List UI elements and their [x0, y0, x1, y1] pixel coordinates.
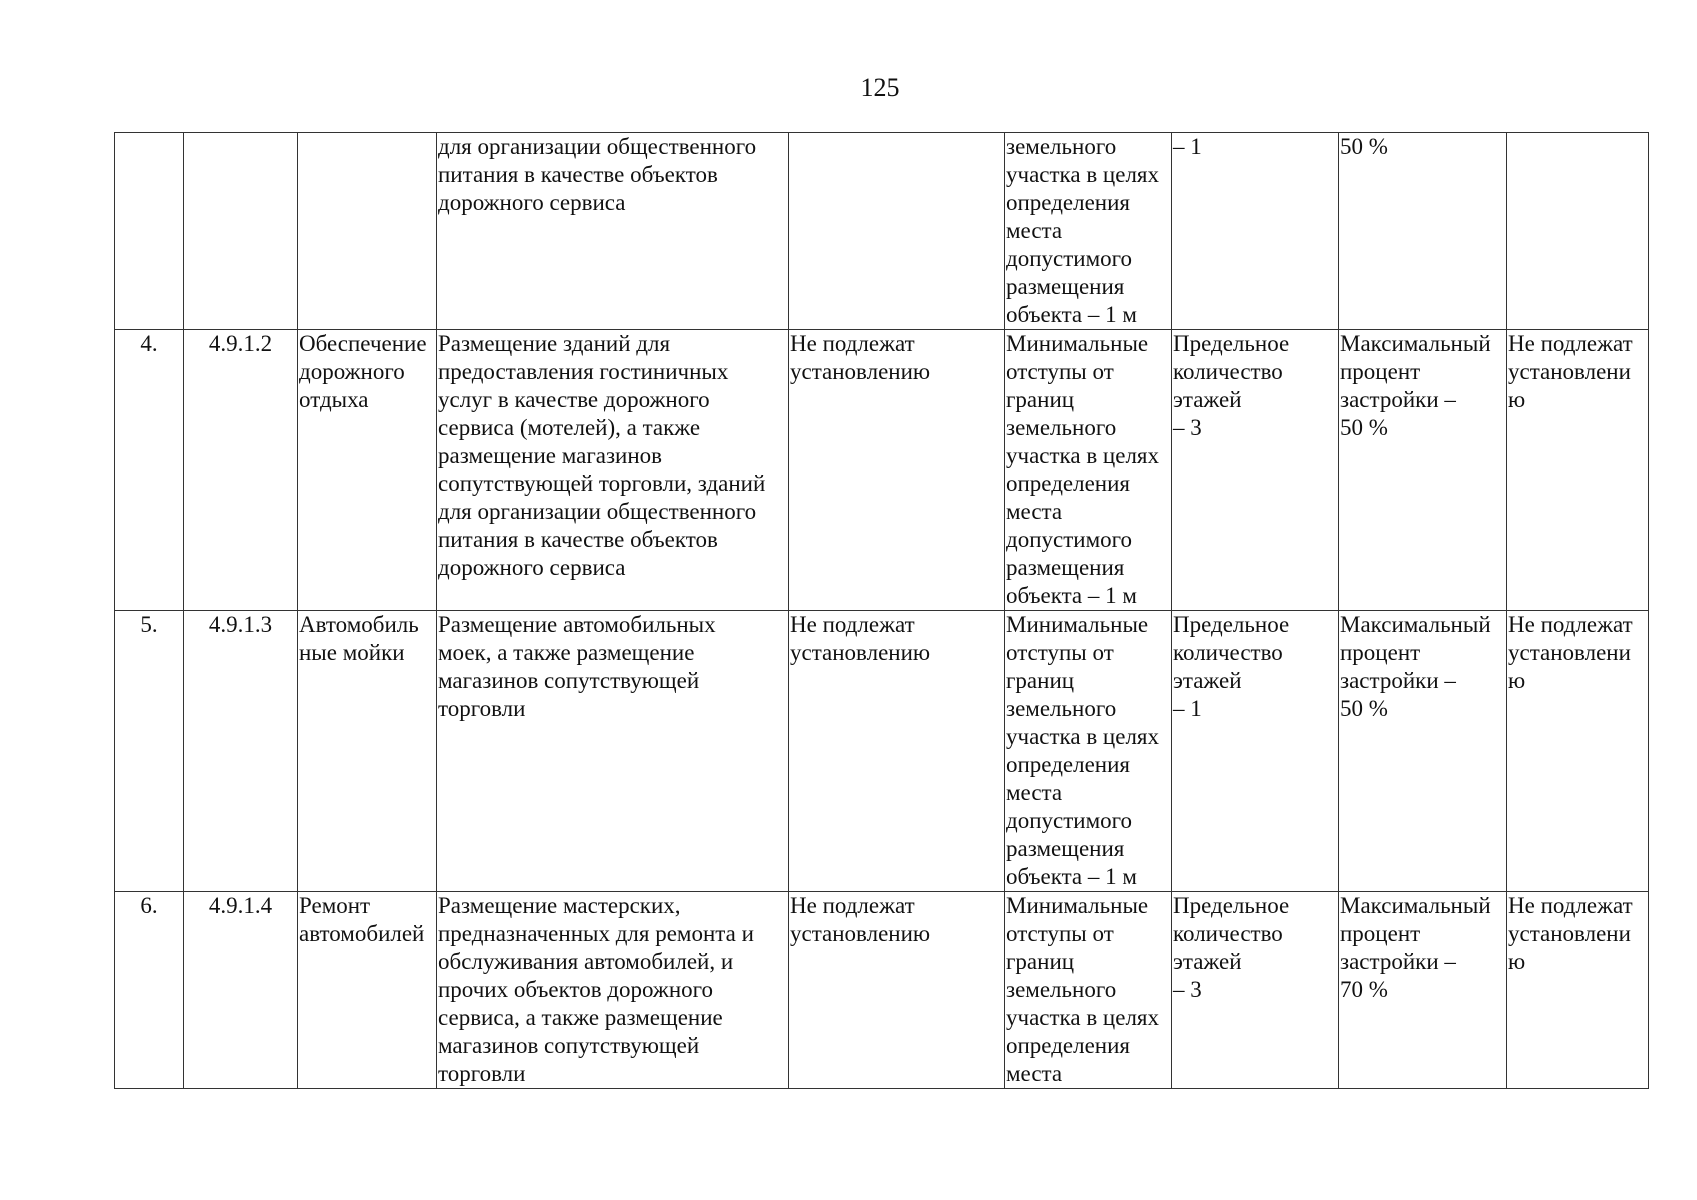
coverage-cell: Максимальный процент застройки – 70 %: [1339, 892, 1507, 1089]
use-name-cell: Автомобиль ные мойки: [298, 611, 437, 892]
coverage-cell: 50 %: [1339, 133, 1507, 330]
other-parameters-cell: Не подлежат установлени ю: [1507, 611, 1649, 892]
row-number-cell: 5.: [115, 611, 184, 892]
use-name-cell: Ремонт автомобилей: [298, 892, 437, 1089]
use-name-cell: [298, 133, 437, 330]
other-parameters-cell: Не подлежат установлени ю: [1507, 892, 1649, 1089]
floors-limit-cell: Предельное количество этажей – 3: [1172, 892, 1339, 1089]
floors-limit-cell: Предельное количество этажей – 3: [1172, 330, 1339, 611]
floors-limit-cell: Предельное количество этажей – 1: [1172, 611, 1339, 892]
area-parameters-cell: Не подлежат установлению: [789, 892, 1005, 1089]
use-code-cell: 4.9.1.4: [184, 892, 298, 1089]
use-name-cell: Обеспечение дорожного отдыха: [298, 330, 437, 611]
row-number-cell: [115, 133, 184, 330]
floors-limit-cell: – 1: [1172, 133, 1339, 330]
area-parameters-cell: [789, 133, 1005, 330]
page-number: 125: [860, 73, 900, 102]
table-row: [115, 611, 1649, 892]
row-number-cell: 4.: [115, 330, 184, 611]
setback-cell: Минимальные отступы от границ земельного участка в целях определения места допустимого размещения объекта – 1 м: [1005, 330, 1172, 611]
other-parameters-cell: Не подлежат установлени ю: [1507, 330, 1649, 611]
setback-cell: Минимальные отступы от границ земельного участка в целях определения места допустимого размещения объекта – 1 м: [1005, 611, 1172, 892]
use-description-cell: Размещение мастерских, предназначенных для ремонта и обслуживания автомобилей, и прочих объектов дорожного сервиса, а также размещение магазинов сопутствующей торговли: [437, 892, 789, 1089]
use-code-cell: [184, 133, 298, 330]
use-description-cell: для организации общественного питания в качестве объектов дорожного сервиса: [437, 133, 789, 330]
other-parameters-cell: [1507, 133, 1649, 330]
regulations-table: [114, 132, 1649, 1089]
table-row: [115, 892, 1649, 1089]
table-row: [115, 133, 1649, 330]
area-parameters-cell: Не подлежат установлению: [789, 330, 1005, 611]
use-description-cell: Размещение зданий для предоставления гостиничных услуг в качестве дорожного сервиса (мотелей), а также размещение магазинов сопутствующей торговли, зданий для организации общественного питания в качестве объектов дорожного сервиса: [437, 330, 789, 611]
row-number-cell: 6.: [115, 892, 184, 1089]
table-row: [115, 330, 1649, 611]
use-code-cell: 4.9.1.2: [184, 330, 298, 611]
setback-cell: земельного участка в целях определения места допустимого размещения объекта – 1 м: [1005, 133, 1172, 330]
setback-cell: Минимальные отступы от границ земельного участка в целях определения места: [1005, 892, 1172, 1089]
coverage-cell: Максимальный процент застройки – 50 %: [1339, 330, 1507, 611]
coverage-cell: Максимальный процент застройки – 50 %: [1339, 611, 1507, 892]
area-parameters-cell: Не подлежат установлению: [789, 611, 1005, 892]
use-description-cell: Размещение автомобильных моек, а также размещение магазинов сопутствующей торговли: [437, 611, 789, 892]
use-code-cell: 4.9.1.3: [184, 611, 298, 892]
